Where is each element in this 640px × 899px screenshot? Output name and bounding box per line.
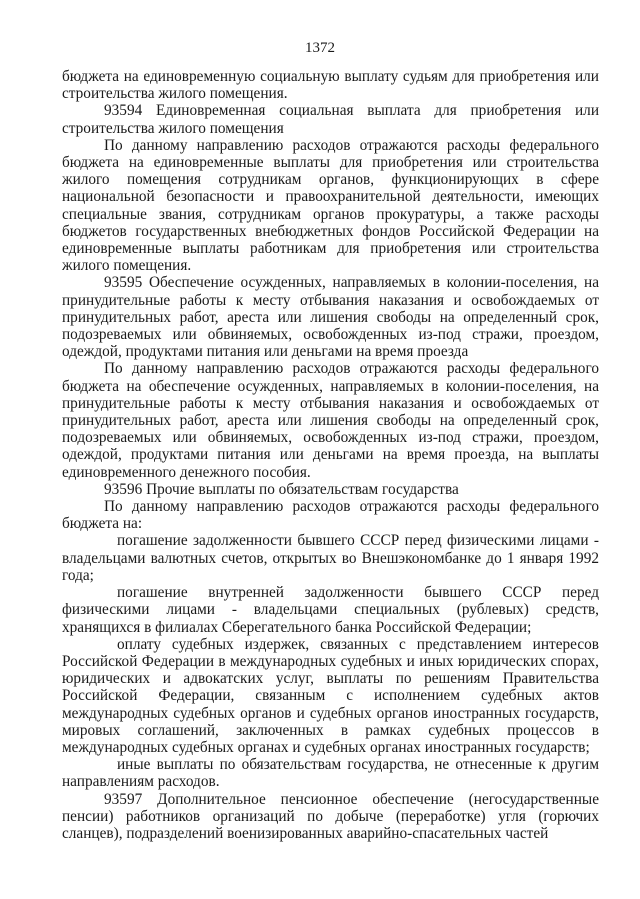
heading-93596: 93596 Прочие выплаты по обязательствам государства — [104, 480, 459, 498]
paragraph-93594-description: По данному направлению расходов отражаются расходы федерального бюджета на единовременные выплаты для приобретения или строительства жилого помещения сотрудникам органов, функционирующих в сфере национальной безопасности и правоохранительной деятельности, имеющих специальные звания, сотрудникам органов прокуратуры, а также расходы бюджетов государственных внебюджетных фондов Российской Федерации на единовременные выплаты работникам для приобретения или строительства жилого помещения. — [62, 136, 599, 275]
list-item-ussr-currency-debt: погашение задолженности бывшего СССР перед физическими лицами - владельцами валютных счетов, открытых во Внешэкономбанке до 1 января 1992 года; — [62, 532, 599, 584]
heading-93597: 93597 Дополнительное пенсионное обеспечение (негосударственные пенсии) работников организаций по добыче (переработке) угля (горючих сланцев), подразделений военизированных аварийно-спасательных частей — [62, 790, 599, 842]
page-number: 1372 — [305, 40, 335, 56]
heading-93595: 93595 Обеспечение осужденных, направляемых в колонии-поселения, на принудительные работы к месту отбывания наказания и освобождаемых от принудительных работ, ареста или лишения свободы на определенный срок, подозреваемых или обвиняемых, освобожденных из-под стражи, проездом, одеждой, продуктами питания или деньгами на время проезда — [62, 274, 599, 361]
paragraph-continuation: бюджета на единовременную социальную выплату судьям для приобретения или строительства жилого помещения. — [62, 68, 599, 103]
list-item-ussr-internal-debt: погашение внутренней задолженности бывшего СССР перед физическими лицами - владельцами специальных (рублевых) средств, хранящихся в филиалах Сберегательного банка Российской Федерации; — [62, 584, 599, 636]
paragraph-93595-description: По данному направлению расходов отражаются расходы федерального бюджета на обеспечение осужденных, направляемых в колонии-поселения, на принудительные работы к месту отбывания наказания и освобождаемых от принудительных работ, ареста или лишения свободы на определенный срок, подозреваемых или обвиняемых, освобожденных из-под стражи, проездом, одеждой, продуктами питания или деньгами на время проезда, на выплаты единовременного денежного пособия. — [62, 360, 599, 481]
heading-93594: 93594 Единовременная социальная выплата для приобретения или строительства жилого помещения — [62, 102, 599, 137]
document-body — [62, 68, 599, 842]
paragraph-93596-intro: По данному направлению расходов отражаются расходы федерального бюджета на: — [62, 498, 599, 533]
list-item-court-costs: оплату судебных издержек, связанных с представлением интересов Российской Федерации в международных судебных и иных юридических спорах, юридических и адвокатских услуг, выплаты по решениям Правительства Российской Федерации, связанным с исполнением судебных актов международных судебных органов и судебных органов иностранных государств, мировых соглашений, заключенных в рамках судебных процессов в международных судебных органах и судебных органах иностранных государств; — [62, 635, 599, 756]
list-item-other-payments: иные выплаты по обязательствам государства, не отнесенные к другим направлениям расходов. — [62, 756, 599, 791]
